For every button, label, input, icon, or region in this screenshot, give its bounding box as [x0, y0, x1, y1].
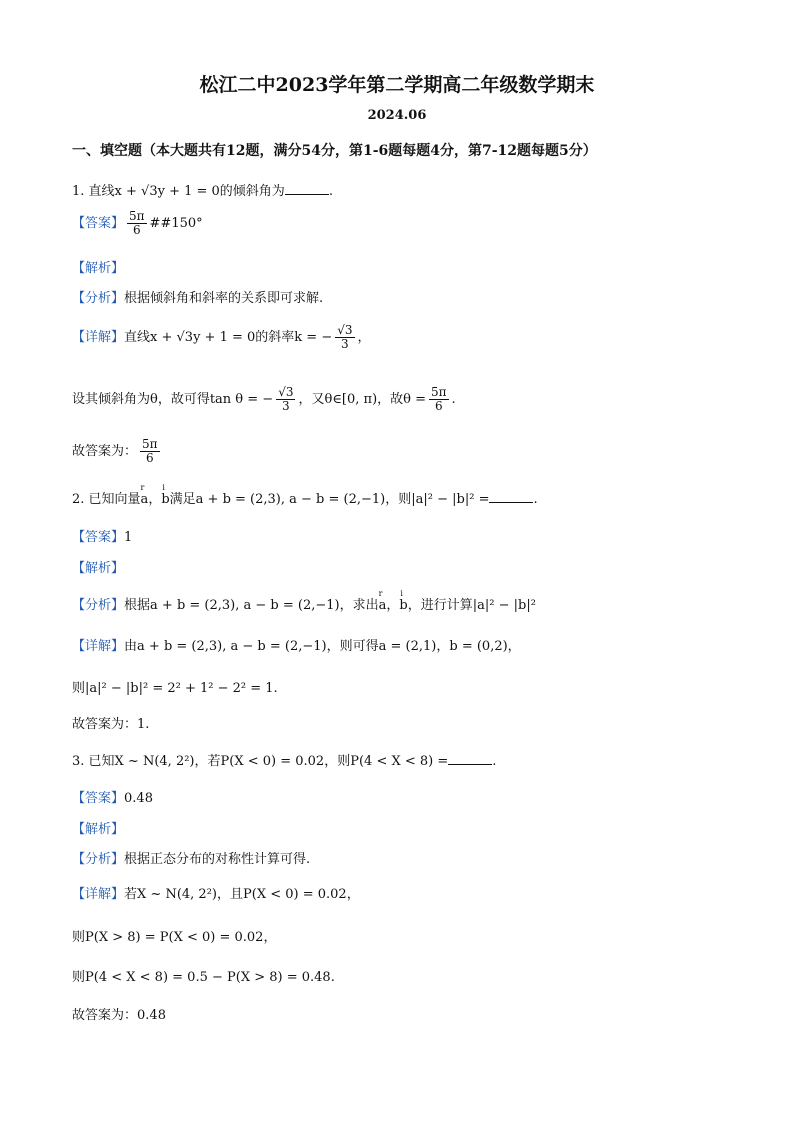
- q3-detail-a: 若: [124, 887, 138, 902]
- q1-k-den: 3: [341, 337, 349, 352]
- q3-ask: P(4 < X < 8) =: [350, 754, 449, 769]
- q3-step1-end: ，: [263, 930, 277, 945]
- q2-detail-a: 由: [124, 639, 138, 654]
- q2-fenxi-b: ，求出: [339, 598, 379, 613]
- q2-detail-va: a = (2,1): [378, 639, 437, 654]
- q1-step1-tan: tan θ = −: [209, 392, 274, 408]
- q2-vec-b: i b: [161, 492, 169, 507]
- q1-suffix: 的倾斜角为: [219, 184, 285, 199]
- q2-ask: |a|² − |b|² =: [411, 492, 490, 507]
- q2-answer-row: [72, 526, 132, 545]
- q3-fenxi: 根据正态分布的对称性计算可得.: [124, 852, 311, 867]
- q1-final-den: 6: [145, 451, 154, 466]
- q2-detail-vb: b = (0,2): [449, 639, 508, 654]
- q3-answer: 0.48: [124, 791, 153, 806]
- q1-step1-row: [72, 386, 456, 413]
- q2-step-end: .: [273, 681, 278, 696]
- fenxi-tag: 【分析】: [72, 291, 125, 306]
- analysis-tag: 【解析】: [72, 561, 125, 576]
- q1-analysis-row: [72, 257, 124, 276]
- q3-step1: P(X > 8) = P(X < 0) = 0.02: [85, 930, 264, 945]
- q2-answer: 1: [124, 530, 133, 545]
- q1-final-label: 故答案为：: [72, 444, 138, 460]
- q1-final-row: [72, 438, 163, 465]
- q1-answer-fraction: [127, 210, 147, 237]
- question-3: [72, 750, 496, 769]
- q1-blank: [285, 182, 329, 195]
- q2-blank: [489, 490, 533, 503]
- q1-equation: x + √3y + 1 = 0: [114, 184, 220, 199]
- q2-fenxi-c: ，进行计算: [407, 598, 473, 613]
- question-2: [72, 488, 538, 507]
- q1-k-fraction: [335, 324, 354, 351]
- q1-detail-c: ，: [357, 330, 371, 346]
- q3-step1-row: [72, 926, 276, 945]
- q3-detail-c: ，: [346, 887, 360, 902]
- q3-blank: [448, 752, 492, 765]
- detail-tag: 【详解】: [72, 330, 125, 346]
- q3-detail-row: [72, 883, 360, 902]
- q2-cond-a: 满足: [169, 492, 196, 507]
- q3-answer-row: [72, 787, 153, 806]
- q1-answer-den: 6: [132, 223, 141, 238]
- q3-end: .: [492, 754, 497, 769]
- q1-theta-fraction: [429, 386, 449, 413]
- q1-tan-num: √3: [278, 385, 294, 399]
- q1-fenxi: 根据倾斜角和斜率的关系即可求解.: [124, 291, 324, 306]
- q2-final-row: [72, 713, 149, 732]
- q2-detail-sep: ，: [436, 639, 450, 654]
- detail-tag: 【详解】: [72, 639, 125, 654]
- q1-tan-den: 3: [282, 399, 290, 414]
- q2-end: .: [533, 492, 538, 507]
- answer-tag: 【答案】: [72, 791, 125, 806]
- q2-fenxi-vec-b: i b: [399, 598, 407, 613]
- q2-fenxi-row: [72, 594, 536, 613]
- q1-theta-den: 6: [434, 399, 443, 414]
- q2-final-label: 故答案为：: [72, 717, 138, 732]
- q2-cond-b: ，则: [385, 492, 412, 507]
- q2-step-eq: |a|² − |b|² = 2² + 1² − 2² = 1: [85, 681, 274, 696]
- q1-answer-alt: ##150°: [149, 216, 203, 232]
- q3-detail-b: ，且: [216, 887, 243, 902]
- fenxi-tag: 【分析】: [72, 598, 125, 613]
- q2-vec-a: r a: [141, 492, 149, 507]
- q1-prefix: 1. 直线: [72, 184, 115, 199]
- q1-answer-num: 5π: [129, 209, 145, 223]
- fenxi-tag: 【分析】: [72, 852, 125, 867]
- q1-detail-b: 的斜率: [255, 330, 295, 346]
- q1-k-num: √3: [337, 323, 353, 337]
- q1-answer-row: [72, 210, 203, 237]
- question-1: [72, 180, 333, 199]
- q2-fenxi-eq: a + b = (2,3), a − b = (2,−1): [150, 598, 340, 613]
- q2-prefix: 2. 已知向量: [72, 492, 141, 507]
- q3-step2-end: .: [330, 970, 335, 985]
- q3-dist: X ~ N(4, 2²): [114, 754, 195, 769]
- q1-final-num: 5π: [142, 437, 158, 451]
- q2-detail-eq: a + b = (2,3), a − b = (2,−1): [137, 639, 327, 654]
- q1-tan-fraction: [276, 386, 295, 413]
- q3-step2: P(4 < X < 8) = 0.5 − P(X > 8) = 0.48: [85, 970, 331, 985]
- analysis-tag: 【解析】: [72, 261, 125, 276]
- q3-step2-row: [72, 966, 335, 985]
- q2-fenxi-a: 根据: [124, 598, 151, 613]
- q1-step1-b: ，又θ∈[0, π)，故: [298, 392, 404, 408]
- q3-cond: P(X < 0) = 0.02: [220, 754, 325, 769]
- exam-date: 2024.06: [367, 108, 427, 123]
- q3-analysis-row: [72, 818, 124, 837]
- page-title: 松江二中2023学年第二学期高二年级数学期末: [199, 74, 595, 96]
- q3-detail-cond: P(X < 0) = 0.02: [243, 887, 347, 902]
- analysis-tag: 【解析】: [72, 822, 125, 837]
- q3-step2-a: 则: [72, 970, 86, 985]
- q1-fenxi-row: [72, 287, 323, 306]
- q3-cond-b: ，则: [324, 754, 351, 769]
- detail-tag: 【详解】: [72, 887, 125, 902]
- q2-fenxi-vec-a: r a: [379, 598, 387, 613]
- q3-cond-a: ，若: [194, 754, 221, 769]
- q1-step1-theta: θ =: [403, 392, 427, 408]
- q3-final-label: 故答案为：: [72, 1008, 138, 1023]
- q2-detail-row: [72, 635, 521, 654]
- q2-comma: ，: [148, 492, 162, 507]
- q1-theta-num: 5π: [431, 385, 447, 399]
- q2-detail-b: ，则可得: [326, 639, 379, 654]
- q2-cond-eq: a + b = (2,3), a − b = (2,−1): [195, 492, 386, 507]
- q1-detail-row: [72, 324, 371, 351]
- q3-final: 0.48: [137, 1008, 166, 1023]
- q2-fenxi-ask: |a|² − |b|²: [472, 598, 536, 613]
- q1-step1-end: .: [451, 392, 456, 408]
- q1-step1-a: 设其倾斜角为θ，故可得: [72, 392, 210, 408]
- q3-prefix: 3. 已知: [72, 754, 115, 769]
- q2-step-row: [72, 677, 278, 696]
- q2-analysis-row: [72, 557, 124, 576]
- answer-tag: 【答案】: [72, 216, 125, 232]
- q1-final-fraction: [140, 438, 160, 465]
- q1-detail-eq: x + √3y + 1 = 0: [150, 330, 256, 346]
- q3-detail-dist: X ~ N(4, 2²): [137, 887, 217, 902]
- q1-detail-k: k = −: [294, 330, 333, 346]
- q3-final-row: [72, 1004, 166, 1023]
- answer-tag: 【答案】: [72, 530, 125, 545]
- q1-detail-a: 直线: [124, 330, 151, 346]
- q2-fenxi-comma: ，: [386, 598, 400, 613]
- q3-fenxi-row: [72, 848, 310, 867]
- q3-step1-a: 则: [72, 930, 86, 945]
- q2-detail-c: ，: [507, 639, 521, 654]
- q2-step-a: 则: [72, 681, 86, 696]
- q1-end: .: [328, 184, 333, 199]
- q2-final: 1.: [137, 717, 150, 732]
- section-heading: 一、填空题（本大题共有12题，满分54分，第1-6题每题4分，第7-12题每题5分）: [72, 143, 597, 159]
